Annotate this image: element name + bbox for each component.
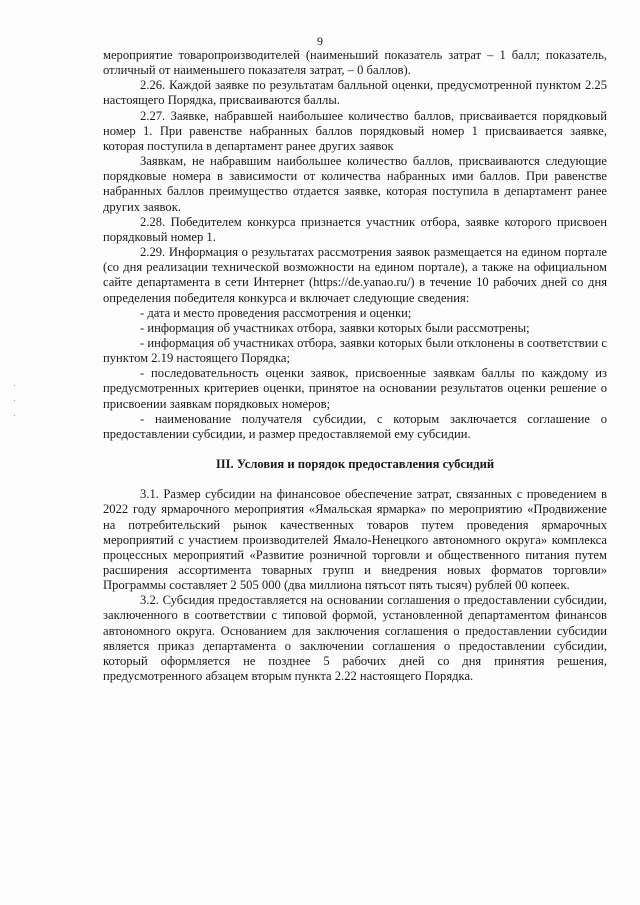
list-item-recipient: - наименование получателя субсидии, с которым заключается соглашение о предоставлении субсидии, и размер предоставляемой ему субсидии. bbox=[103, 411, 607, 441]
scan-dot bbox=[14, 415, 15, 416]
list-item-considered: - информация об участниках отбора, заявки которых были рассмотрены; bbox=[140, 320, 530, 335]
paragraph-continuation: мероприятие товаропроизводителей (наименьший показатель затрат – 1 балл; показатель, отличный от наименьшего показателя затрат, – 0 баллов). bbox=[103, 48, 607, 78]
scan-margin-marks bbox=[12, 385, 18, 445]
paragraph-2-29: 2.29. Информация о результатах рассмотрения заявок размещается на едином портале (со дня реализации технической возможности на едином портале), а также на официальном сайте департамента в сети Интернет (https://de.yanao.ru/) в течение 10 рабочих дней со дня определения победителя конкурса и включает следующие сведения: bbox=[103, 245, 607, 305]
paragraph-2-27-continued: Заявкам, не набравшим наибольшее количество баллов, присваиваются следующие порядковые номера в зависимости от количества набранных ими баллов. При равенстве набранных баллов преимущество отдается заявке, которая поступила в департамент ранее других заявок. bbox=[103, 154, 607, 214]
document-body bbox=[103, 48, 607, 684]
paragraph-2-26: 2.26. Каждой заявке по результатам балльной оценки, предусмотренной пунктом 2.25 настоящего Порядка, присваиваются баллы. bbox=[103, 78, 607, 108]
paragraph-3-1: 3.1. Размер субсидии на финансовое обеспечение затрат, связанных с проведением в 2022 году ярмарочного мероприятия «Ямальская ярмарка» по мероприятию «Продвижение на потребительский рынок качественных товаров путем проведения ярмарочных мероприятий с участием производителей Ямало-Ненецкого автономного округа» комплекса процессных мероприятий «Развитие розничной торговли и общественного питания путем расширения ассортимента товарных групп и внедрения новых форматов торговли» Программы составляет 2 505 000 (два миллиона пятьсот пять тысяч) рублей 00 копеек. bbox=[103, 487, 607, 593]
scan-dot bbox=[14, 400, 15, 401]
paragraph-2-28: 2.28. Победителем конкурса признается участник отбора, заявке которого присвоен порядковый номер 1. bbox=[103, 214, 607, 244]
list-item-evaluation-order: - последовательность оценки заявок, присвоенные заявкам баллы по каждому из предусмотренных критериев оценки, принятое на основании результатов оценки решение о присвоении заявкам порядковых номеров; bbox=[103, 366, 607, 411]
section-title: III. Условия и порядок предоставления субсидий bbox=[215, 457, 495, 472]
list-item-rejected: - информация об участниках отбора, заявки которых были отклонены в соответствии с пунктом 2.19 настоящего Порядка; bbox=[103, 335, 607, 366]
page-number: 9 bbox=[317, 34, 323, 48]
paragraph-2-27: 2.27. Заявке, набравшей наибольшее количество баллов, присваивается порядковый номер 1. При равенстве набранных баллов порядковый номер 1 присваивается заявке, которая поступила в департамент ранее других заявок bbox=[103, 108, 607, 153]
scan-dot bbox=[14, 385, 15, 386]
paragraph-3-2: 3.2. Субсидия предоставляется на основании соглашения о предоставлении субсидии, заключенного в соответствии с типовой формой, установленной департаментом финансов автономного округа. Основанием для заключения соглашения о предоставлении субсидии является приказ департамента о заключении соглашения о предоставлении субсидии, который оформляется не позднее 5 рабочих дней со дня принятия решения, предусмотренного абзацем вторым пункта 2.22 настоящего Порядка. bbox=[103, 593, 607, 684]
list-item-date-place: - дата и место проведения рассмотрения и оценки; bbox=[140, 305, 412, 320]
